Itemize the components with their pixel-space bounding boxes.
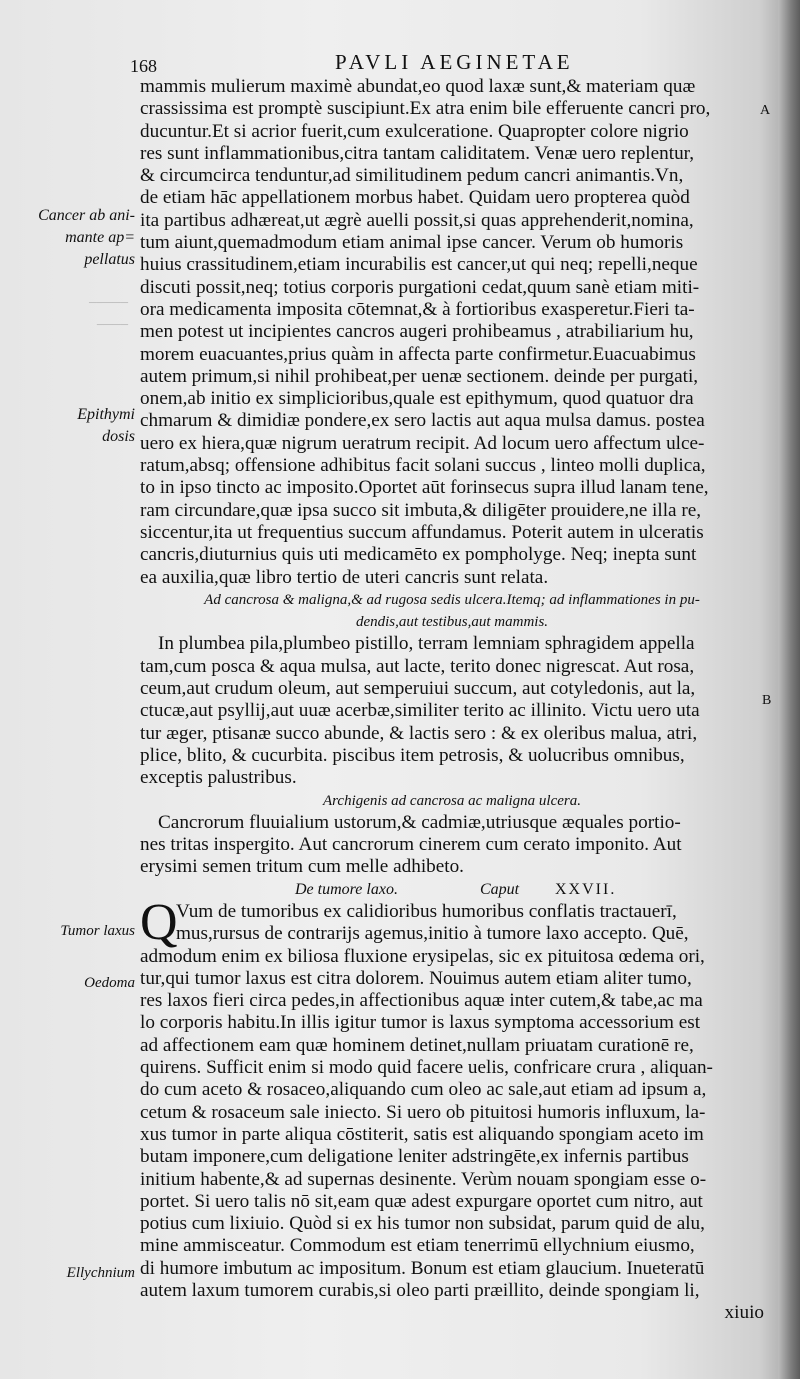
text-line: ram circundare,quæ ipsa succo sit imbuta,& diligēter prouidere,ne illa re, — [140, 499, 702, 521]
text-line: ad affectionem eam quæ hominem detinet,nullam priuatam curationē re, — [140, 1034, 694, 1056]
drop-capital: Q — [140, 893, 178, 951]
text-line: do cum aceto & rosaceo,aliquando cum oleo ac sale,aut etiam ad ipsum a, — [140, 1079, 707, 1101]
text-line: tum aiunt,quemadmodum etiam animal ipse cancer. Verum ob humoris — [140, 232, 684, 254]
rubric-heading-cont: dendis,aut testibus,aut mammis. — [355, 614, 549, 631]
text-line: In plumbea pila,plumbeo pistillo, terram lemniam sphragidem appella — [158, 633, 695, 655]
text-line: xus tumor in parte aliqua cōstiterit, satis est aliquando spongiam aceto im — [140, 1123, 704, 1145]
text-line: & circumcirca tenduntur,ad similitudinem pedum cancri animantis.Vn, — [140, 165, 684, 187]
catchword: xiuio — [724, 1302, 764, 1324]
text-line: di humore imbutum ac impositum. Bonum est etiam glaucium. Inueteratū — [140, 1257, 705, 1279]
margin-note-epithymi-2: dosis — [102, 428, 135, 445]
paragraph-2 — [140, 633, 764, 789]
page-gutter-shadow — [778, 0, 800, 1379]
margin-letter-b: B — [762, 693, 772, 708]
text-line: ora medicamenta imposita cōtemnat,& à fortioribus exasperetur.Fieri ta- — [140, 298, 695, 320]
text-line: Cancrorum fluuialium ustorum,& cadmiæ,utriusque æquales portio- — [158, 811, 681, 833]
text-line: discuti possit,neq; totius corporis purgationi cedat,quum sanè etiam miti- — [140, 276, 700, 298]
bleed-through-mark: ───── — [89, 297, 128, 309]
text-line: ducuntur.Et si acrior fuerit,cum exulceratione. Quapropter colore nigrio — [140, 120, 689, 142]
text-line: cetum & rosaceum sale iniecto. Si uero ob pituitosi humoris influxum, la- — [140, 1101, 706, 1123]
text-line: res laxos fieri circa pedes,in affectionibus aquæ inter cutem,& tabe,ac ma — [140, 990, 703, 1012]
text-line: tur,qui tumor laxus est citra dolorem. Nouimus autem etiam aliter tumo, — [140, 967, 692, 989]
paragraph-1 — [140, 76, 764, 589]
text-line: plice, blito, & cucurbita. piscibus item petrosis, & uolucribus omnibus, — [140, 744, 685, 766]
text-line: potius cum lixiuio. Quòd si ex his tumor non subsidat, parum quid de alu, — [140, 1213, 705, 1235]
margin-note-oedoma: Oedoma — [84, 975, 135, 991]
text-line: uero ex hiera,quæ nigrum ueratrum recipit. Ad locum uero affectum ulce- — [140, 432, 705, 454]
paragraph-4 — [140, 893, 764, 1325]
text-line: autem laxum tumorem curabis,si oleo parti præillito, deinde spongiam li, — [140, 1280, 700, 1302]
text-line: admodum enim ex biliosa fluxione erysipelas, sic ex pituitosa œdema ori, — [140, 945, 705, 967]
text-line: ea auxilia,quæ libro tertio de uteri cancris sunt relata. — [140, 566, 549, 588]
text-line: men potest ut incipientes cancros augeri prohibeamus , atrabiliarium hu, — [140, 321, 694, 343]
text-line: lo corporis habitu.In illis igitur tumor is laxus symptoma accessorium est — [140, 1012, 701, 1034]
margin-note-ellychnium: Ellychnium — [66, 1265, 135, 1281]
margin-note-tumor-laxus: Tumor laxus — [60, 923, 135, 939]
page-number: 168 — [130, 56, 157, 76]
rubric-heading: Archigenis ad cancrosa ac maligna ulcera. — [322, 792, 581, 809]
chapter-title: De tumore laxo. — [295, 880, 398, 898]
paragraph-3 — [140, 812, 764, 879]
text-line: tam,cum posca & aqua mulsa, aut lacte, terito donec nigrescat. Aut rosa, — [140, 655, 695, 677]
text-line: res sunt inflammationibus,citra tantam caliditatem. Venæ uero replentur, — [140, 142, 695, 164]
margin-letter-a: A — [760, 103, 771, 118]
text-line: mine ammisceatur. Commodum est etiam tenerrimū ellychnium eiusmo, — [140, 1235, 695, 1257]
text-line: Vum de tumoribus ex calidioribus humoribus conflatis tractauerī, — [176, 900, 677, 922]
margin-note-epithymi-1: Epithymi — [77, 406, 135, 423]
text-line: crassissima est promptè suscipiunt.Ex atra enim bile efferuente cancri pro, — [140, 98, 711, 120]
rubric-heading: Ad cancrosa & maligna,& ad rugosa sedis ulcera.Itemq; ad inflammationes in pu- — [204, 591, 700, 608]
text-line: huius crassitudinem,etiam incurabilis est cancer,ut qui neq; repelli,neque — [140, 254, 698, 276]
text-line: onem,ab initio ex simplicioribus,quale est epithymum, quod quatuor dra — [140, 388, 694, 410]
text-line: butam imponere,cum deligatione leniter adstringēte,ex infernis partibus — [140, 1146, 689, 1168]
chapter-heading — [140, 879, 764, 901]
text-line: ita partibus adhæreat,ut ægrè auelli possit,si quas apprehenderit,nomina, — [140, 209, 694, 231]
chapter-word: Caput — [480, 880, 520, 898]
chapter-number: XXVII. — [555, 880, 617, 898]
bleed-through-mark: ──── — [96, 319, 128, 331]
text-line: chmarum & dimidiæ pondere,ex sero lactis aut aqua mulsa damus. postea — [140, 410, 705, 432]
text-line: ceum,aut crudum oleum, aut semperuiui succum, aut cotyledonis, aut la, — [140, 678, 696, 700]
text-line: autem primum,si nihil prohibeat,per uenæ sectionem. deinde per purgati, — [140, 365, 699, 387]
text-line: ctucæ,aut psyllij,aut uuæ acerbæ,similiter terito ac illinito. Victu uero uta — [140, 700, 700, 722]
text-line: portet. Si uero talis nō sit,eam quæ adest expurgare oportet cum nitro, aut — [140, 1190, 703, 1212]
page-header — [130, 46, 770, 76]
text-line: tur æger, ptisanæ succo abunde, & lactis sero : & ex oleribus malua, atri, — [140, 722, 698, 744]
text-line: siccentur,ita ut frequentius succum affundamus. Poterit autem in ulceratis — [140, 521, 704, 543]
margin-note-cancer-1: Cancer ab ani- — [38, 207, 135, 224]
text-line: quirens. Sufficit enim si modo quid facere uelis, confricare crura , aliquan- — [140, 1057, 713, 1079]
text-line: ratum,absq; offensione adhibitus facit solani succus , linteo molli duplica, — [140, 455, 706, 477]
text-line: initium habente,& ad supernas desinente. Verùm nouam spongiam esse o- — [140, 1168, 707, 1190]
text-line: to in ipso tincto ac imposito.Oportet aūt forinsecus supra illud lanam tene, — [140, 477, 709, 499]
margin-note-cancer-3: pellatus — [84, 251, 135, 268]
text-line: de etiam hāc appellationem morbus habet. Quidam uero propterea quòd — [140, 187, 690, 209]
text-line: nes tritas inspergito. Aut cancrorum cinerem cum cerato imponito. Aut — [140, 834, 682, 856]
text-line: cancris,diuturnius quis uti medicamēto ex pompholyge. Neq; inepta sunt — [140, 544, 697, 566]
text-line: morem euacuantes,prius quàm in affecta parte confirmetur.Euacuabimus — [140, 343, 696, 365]
text-line: erysimi semen tritum cum melle adhibeto. — [140, 856, 464, 878]
text-line: mammis mulierum maximè abundat,eo quod laxæ sunt,& materiam quæ — [140, 76, 696, 97]
text-line: exceptis palustribus. — [140, 767, 297, 789]
text-line: mus,rursus de contrarijs agemus,initio à tumore laxo accepto. Quē, — [176, 923, 689, 945]
running-head: PAVLI AEGINETAE — [335, 50, 574, 74]
margin-note-cancer-2: mante ap= — [65, 229, 135, 246]
main-text — [140, 76, 764, 1325]
